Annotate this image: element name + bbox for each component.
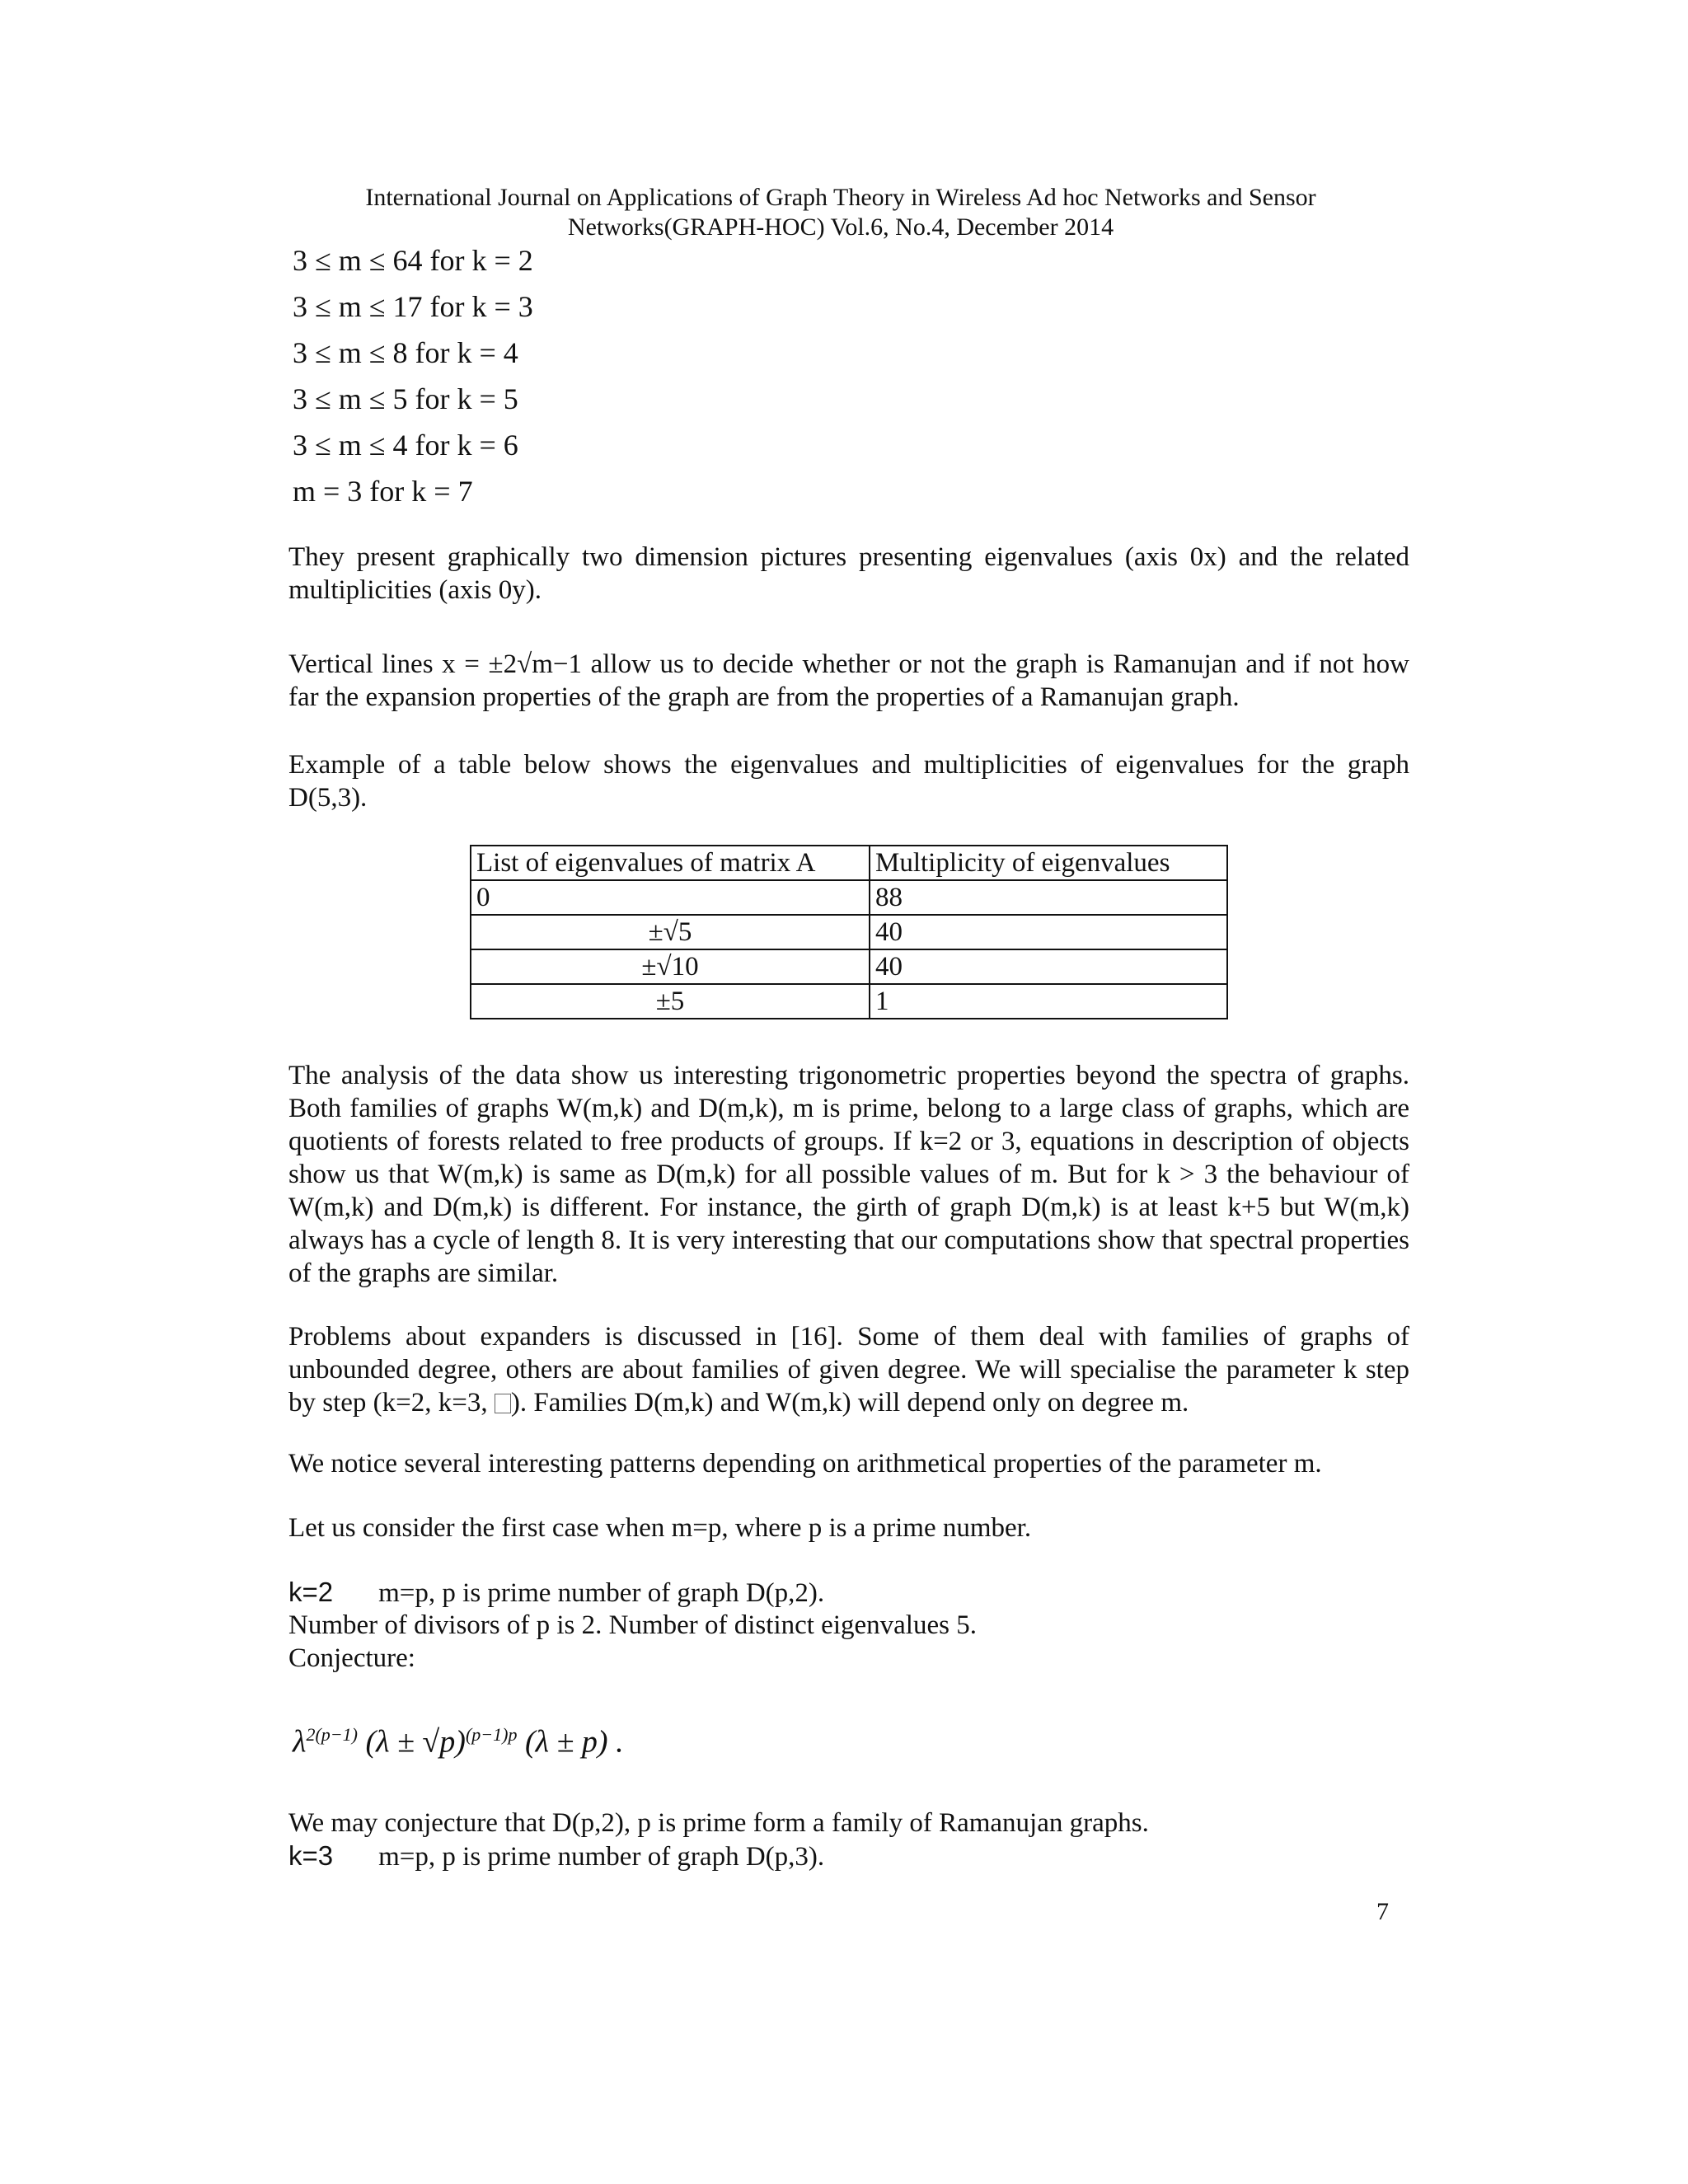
header-line-1: International Journal on Applications of Graph Theory in Wireless Ad hoc Networks and Sensor: [365, 184, 1316, 211]
paragraph-analysis: The analysis of the data show us interesting trigonometric properties beyond the spectra of graphs. Both families of graphs W(m,k) and D(m,k), m is prime, belong to a large class of graphs, which are quotients of forests related to free products of groups. If k=2 or 3, equations in description of objects show us that W(m,k) is same as D(m,k) for all possible values of m. But for k > 3 the behaviour of W(m,k) and D(m,k) is different. For instance, the girth of graph D(m,k) is at least k+5 but W(m,k) always has a cycle of length 8. It is very interesting that our computations show that spectral properties of the graphs are similar.: [288, 1061, 1409, 1288]
paragraph-table-intro: Example of a table below shows the eigenvalues and multiplicities of eigenvalues for the graph D(5,3).: [288, 750, 1409, 813]
multiplicity-cell: 40: [870, 949, 1227, 984]
paragraph-expanders: [288, 1320, 1409, 1419]
table-header-row: [471, 846, 1227, 880]
multiplicity-cell: 40: [870, 915, 1227, 949]
paragraph-first-case: Let us consider the first case when m=p, where p is a prime number.: [288, 1513, 1032, 1543]
case-k2-label: k=2: [288, 1577, 334, 1607]
table-row: [471, 880, 1227, 915]
eigenvalue-cell: ±√10: [471, 949, 870, 984]
header-line-2: Networks(GRAPH-HOC) Vol.6, No.4, December 2014: [567, 213, 1114, 241]
condition-1: 3 ≤ m ≤ 64 for k = 2: [293, 244, 533, 277]
conjecture-label: Conjecture:: [288, 1643, 415, 1673]
case-k3-label: k=3: [288, 1840, 334, 1871]
case-k2-text: m=p, p is prime number of graph D(p,2).: [378, 1578, 825, 1608]
table-row: [471, 984, 1227, 1019]
case-k2-line: [288, 1576, 1409, 1610]
paragraph-ramanujan-conjecture: We may conjecture that D(p,2), p is prime form a family of Ramanujan graphs.: [288, 1808, 1149, 1838]
table-row: [471, 915, 1227, 949]
expanders-text-a: Problems about expanders is discussed in [16]. Some of them deal with families of graphs of unbounded degree, others are about families of given degree. We will specialise the parameter k step by step (k=2, k=3,: [288, 1322, 1409, 1418]
formula-exponent-1: 2(p−1): [306, 1724, 358, 1745]
conjecture-formula: [293, 1718, 624, 1759]
paragraph-vertical-lines: Vertical lines x = ±2√m−1 allow us to decide whether or not the graph is Ramanujan and if not how far the expansion properties of the graph are from the properties of a Ramanujan graph.: [288, 649, 1409, 712]
condition-3: 3 ≤ m ≤ 8 for k = 4: [293, 336, 518, 369]
table-header-eigenvalues: List of eigenvalues of matrix A: [471, 846, 870, 880]
table-row: [471, 949, 1227, 984]
formula-middle-factor: (λ ± √p): [365, 1724, 466, 1760]
eigenvalue-cell: ±√5: [471, 915, 870, 949]
condition-6: m = 3 for k = 7: [293, 475, 473, 508]
eigenvalue-cell: 0: [471, 880, 870, 915]
case-k3-line: [288, 1840, 1409, 1873]
expanders-text-b: ). Families D(m,k) and W(m,k) will depend only on degree m.: [510, 1388, 1189, 1418]
case-k3-text: m=p, p is prime number of graph D(p,3).: [378, 1842, 825, 1872]
table-header-multiplicity: Multiplicity of eigenvalues: [870, 846, 1227, 880]
condition-4: 3 ≤ m ≤ 5 for k = 5: [293, 382, 518, 415]
formula-exponent-2: (p−1)p: [465, 1724, 518, 1745]
eigenvalue-table: [470, 845, 1228, 1019]
multiplicity-cell: 1: [870, 984, 1227, 1019]
journal-header: [272, 183, 1409, 242]
paragraph-patterns: We notice several interesting patterns depending on arithmetical properties of the parameter m.: [288, 1449, 1322, 1479]
missing-glyph-icon: [495, 1394, 511, 1413]
paragraph-axes: They present graphically two dimension pictures presenting eigenvalues (axis 0x) and the related multiplicities (axis 0y).: [288, 542, 1409, 605]
divisors-line: Number of divisors of p is 2. Number of distinct eigenvalues 5.: [288, 1610, 977, 1640]
condition-5: 3 ≤ m ≤ 4 for k = 6: [293, 429, 518, 462]
page-number: 7: [1376, 1898, 1389, 1925]
eigenvalue-cell: ±5: [471, 984, 870, 1019]
formula-tail-factor: (λ ± p) .: [524, 1724, 624, 1760]
condition-2: 3 ≤ m ≤ 17 for k = 3: [293, 290, 533, 323]
formula-lambda: λ: [293, 1724, 307, 1760]
multiplicity-cell: 88: [870, 880, 1227, 915]
